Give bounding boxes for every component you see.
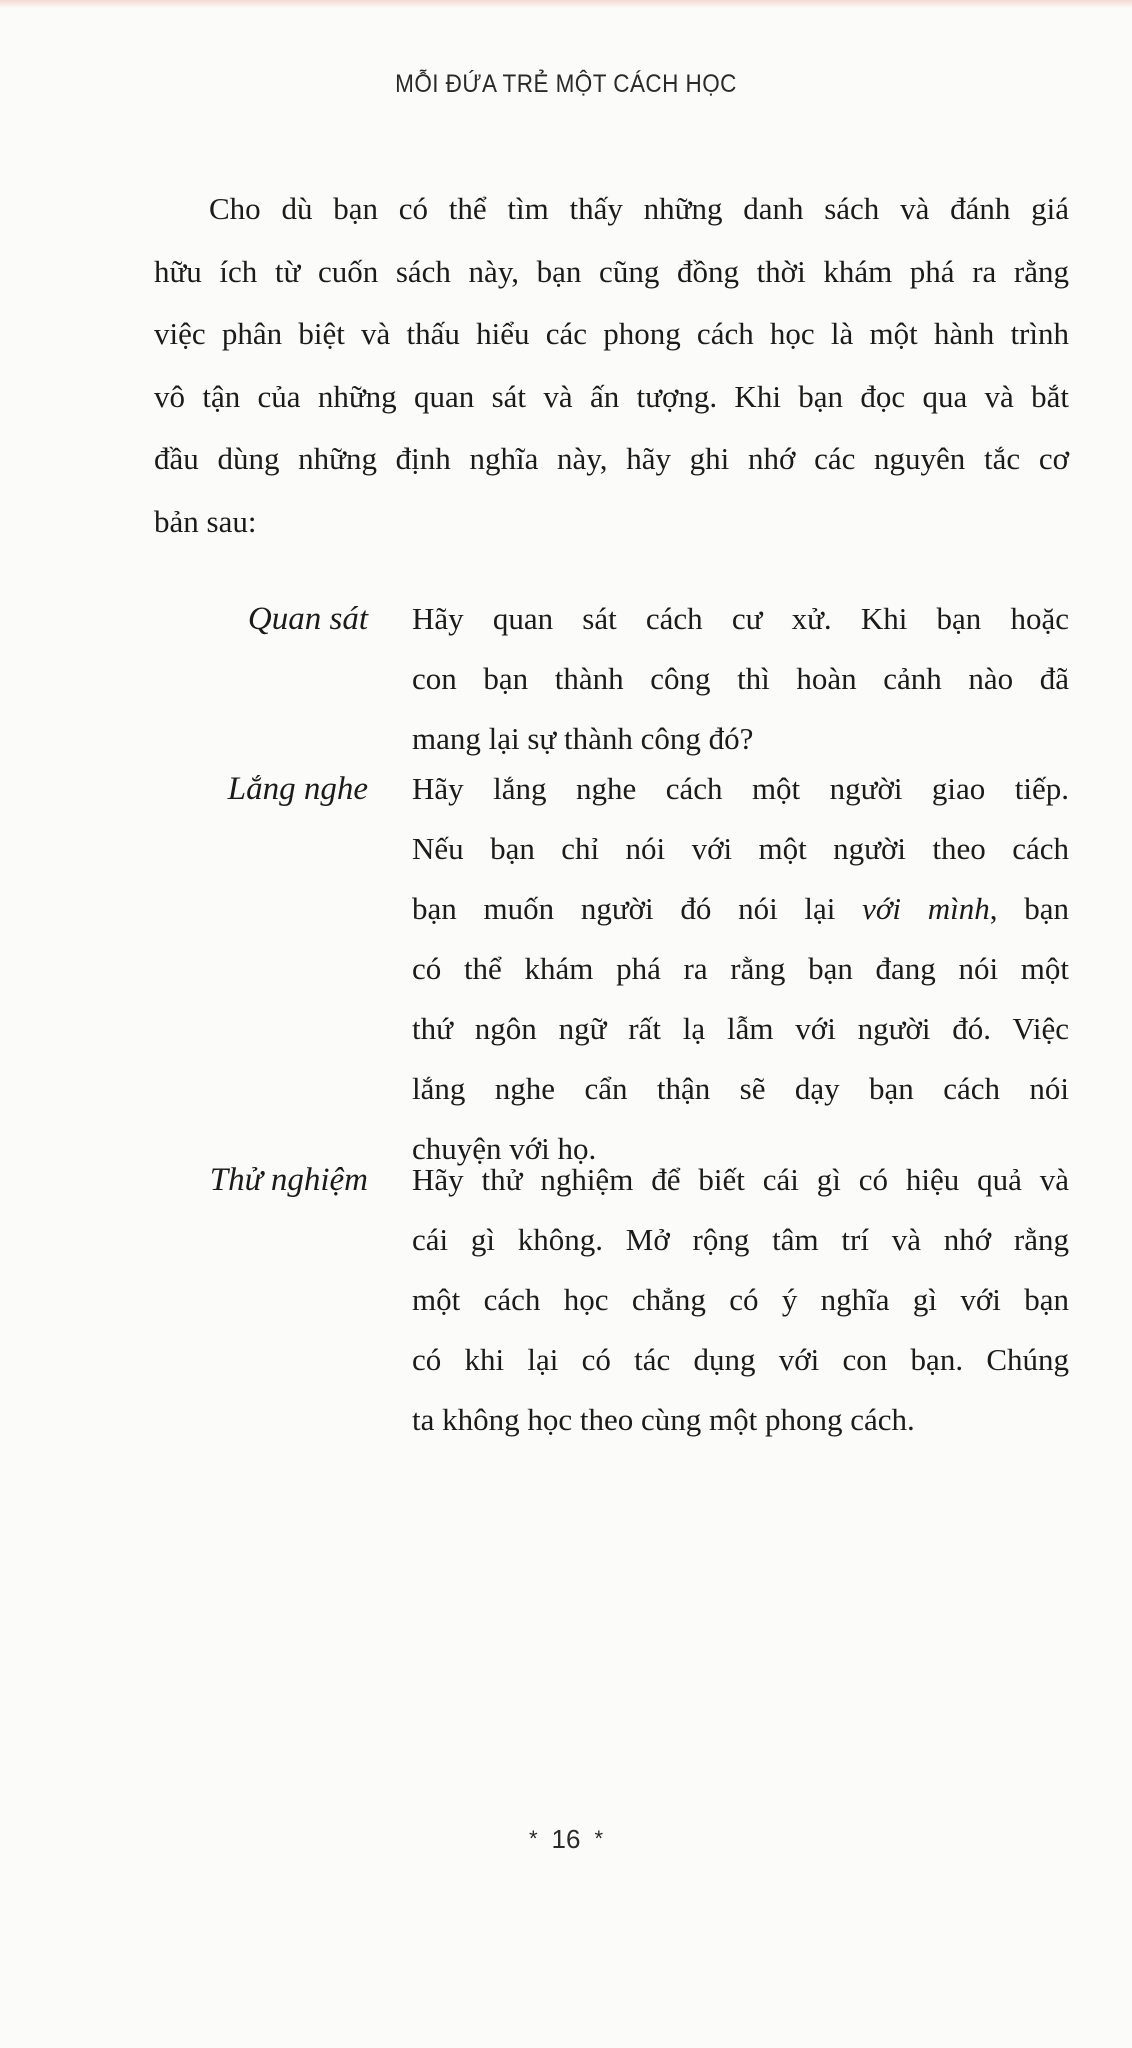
page-number: 16 [551,1824,581,1854]
text-line [412,879,1069,939]
text-line: hữu ích từ cuốn sách này, bạn cũng đồng thời khám phá ra rằng [154,253,1069,289]
text-segment: bạn muốn người đó nói lại [412,891,863,926]
text-line [412,1390,1069,1450]
text-line [412,1059,1069,1119]
emphasis-text: với mình [862,891,990,926]
text-segment: , bạn [989,891,1069,926]
text-segment: Hãy quan sát cách cư xử. Khi bạn hoặc [412,601,1069,636]
text-segment: ta không học theo cùng một phong cách. [412,1402,915,1437]
text-line [412,1210,1069,1270]
text-line [412,939,1069,999]
text-segment: con bạn thành công thì hoàn cảnh nào đã [412,661,1069,696]
text-line: bản sau: [154,503,257,539]
text-line: việc phân biệt và thấu hiểu các phong cách học là một hành trình [154,316,1069,352]
intro-paragraph [154,178,1069,554]
text-segment: cái gì không. Mở rộng tâm trí và nhớ rằng [412,1222,1069,1257]
text-segment: lắng nghe cẩn thận sẽ dạy bạn cách nói [412,1071,1069,1106]
text-line [412,1330,1069,1390]
entry-definition [412,1150,1069,1450]
text-line: vô tận của những quan sát và ấn tượng. Khi bạn đọc qua và bắt [154,378,1069,414]
text-segment: có khi lại có tác dụng với con bạn. Chúng [412,1342,1069,1377]
text-segment: một cách học chẳng có ý nghĩa gì với bạn [412,1282,1069,1317]
entry-term: Lắng nghe [227,771,368,807]
text-segment: thứ ngôn ngữ rất lạ lẫm với người đó. Việc [412,1011,1069,1046]
text-line [412,649,1069,709]
text-line [412,1150,1069,1210]
text-segment: có thể khám phá ra rằng bạn đang nói một [412,951,1069,986]
text-line [412,589,1069,649]
page-footer [0,1824,1132,1855]
text-line [412,1270,1069,1330]
text-segment: chuyện với họ. [412,1131,597,1166]
text-line: đầu dùng những định nghĩa này, hãy ghi nhớ các nguyên tắc cơ [154,441,1069,477]
star-ornament-icon: * [528,1826,538,1851]
text-line: Cho dù bạn có thể tìm thấy những danh sách và đánh giá [209,191,1069,226]
text-segment: Hãy lắng nghe cách một người giao tiếp. [412,771,1069,806]
star-ornament-icon: * [594,1826,604,1851]
text-line [412,759,1069,819]
text-line [412,819,1069,879]
page-edge [0,0,1132,8]
text-segment: Nếu bạn chỉ nói với một người theo cách [412,831,1069,866]
entry-term: Quan sát [247,601,368,637]
entry-definition [412,589,1069,769]
entry-definition [412,759,1069,1179]
running-head: MỖI ĐỨA TRẺ MỘT CÁCH HỌC [395,70,737,98]
text-line [412,999,1069,1059]
text-segment: mang lại sự thành công đó? [412,721,754,756]
text-segment: Hãy thử nghiệm để biết cái gì có hiệu quả và [412,1162,1069,1197]
entry-term: Thử nghiệm [209,1162,368,1198]
